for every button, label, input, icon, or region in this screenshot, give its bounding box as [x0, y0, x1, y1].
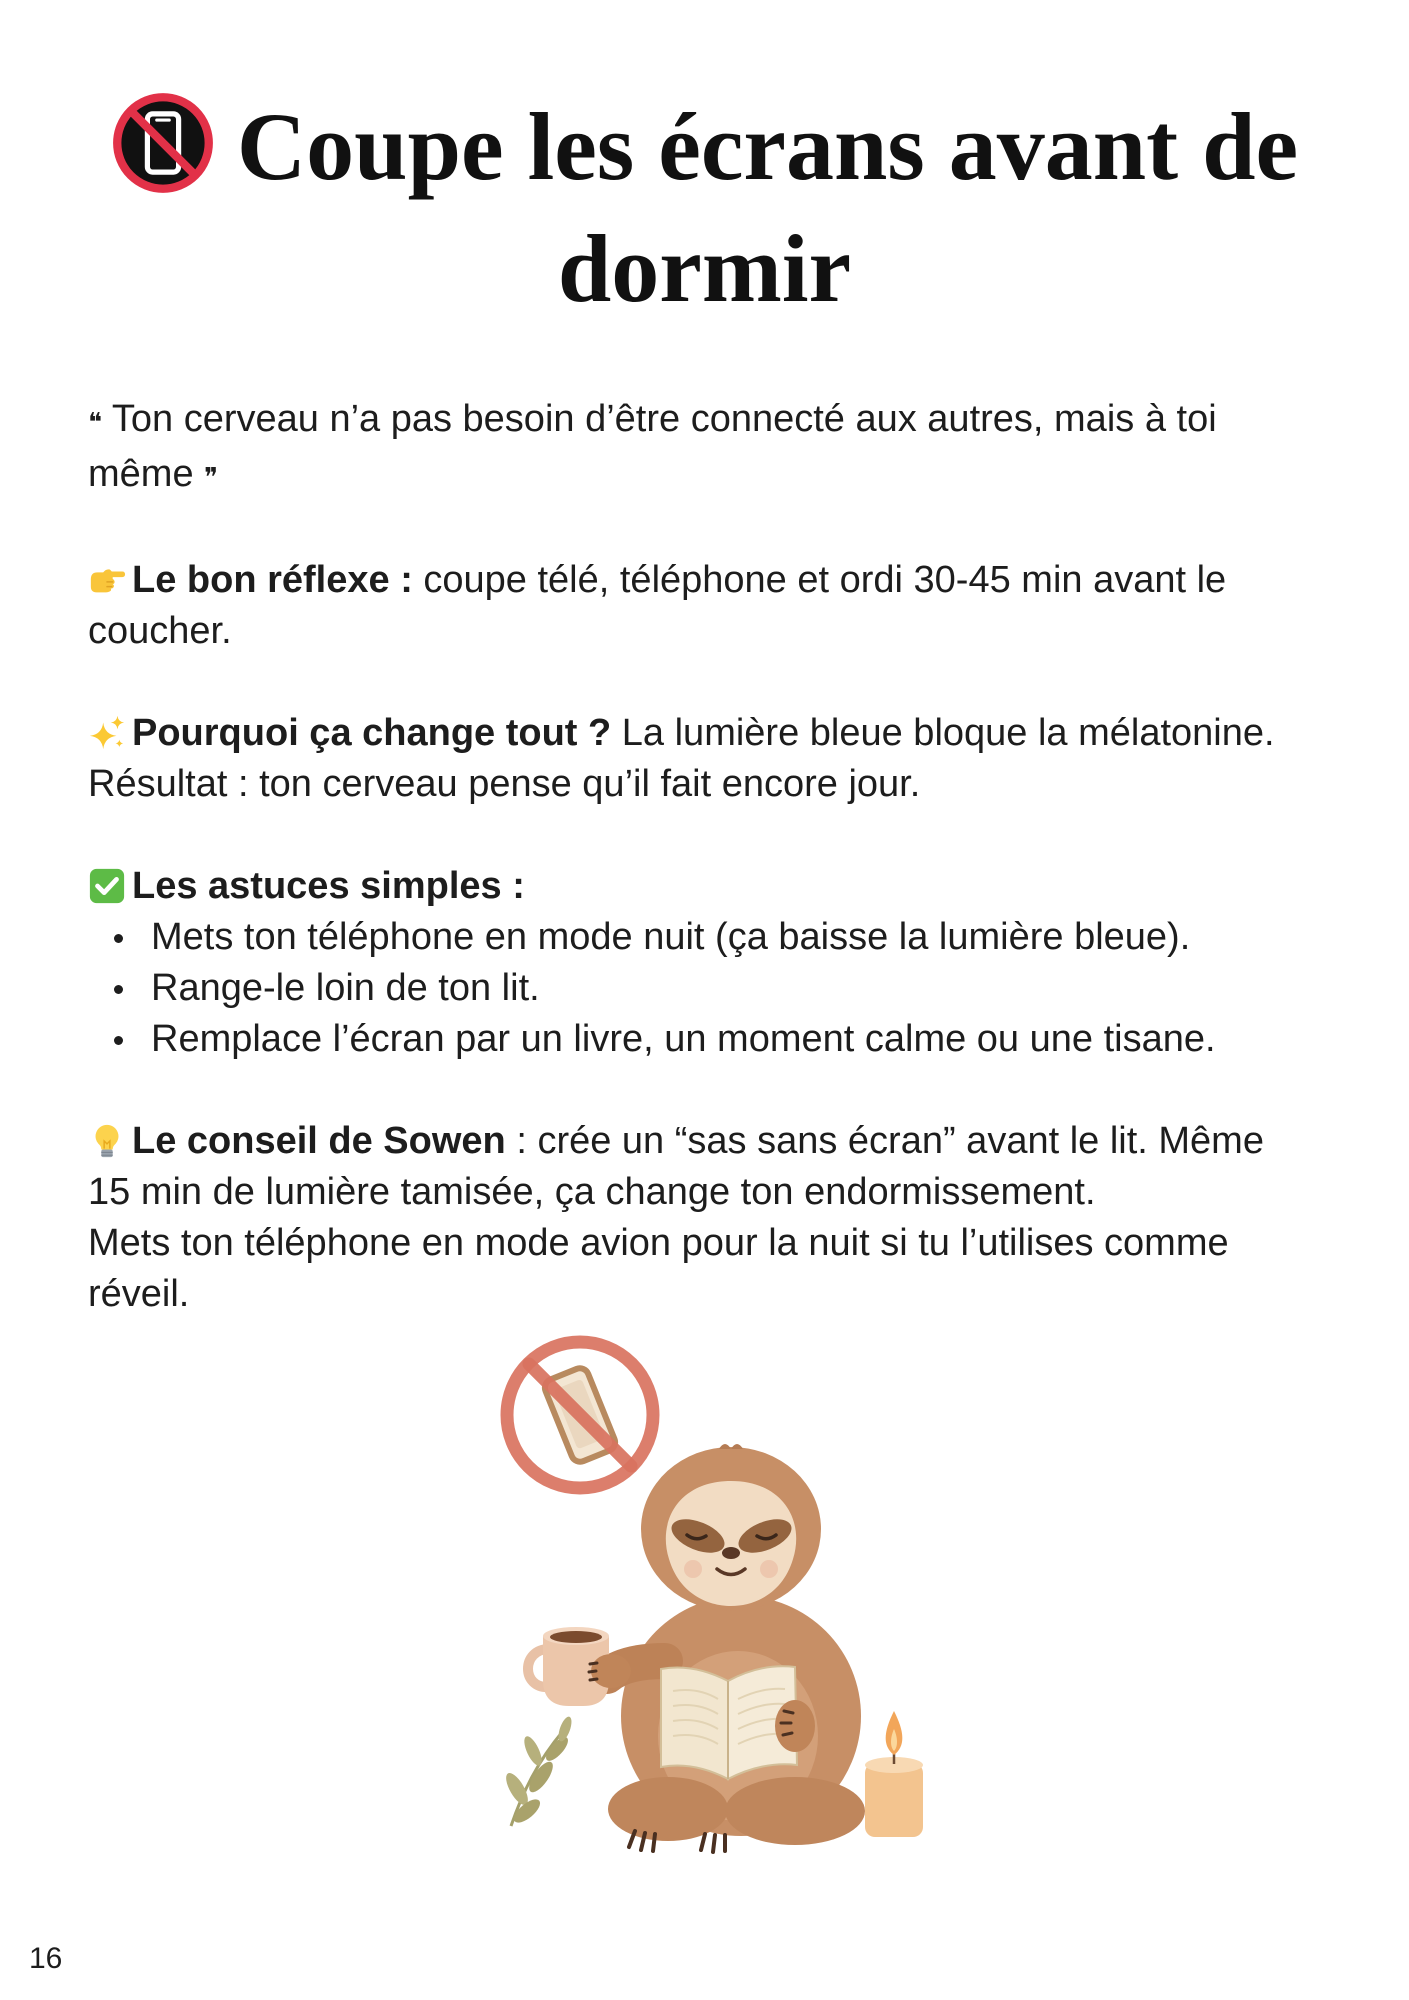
sloth: [607, 1444, 865, 1852]
article-body: [88, 394, 1288, 1371]
conseil-extra: Mets ton téléphone en mode avion pour la nuit si tu l’utilises comme réveil.: [88, 1222, 1229, 1315]
pourquoi-result: Résultat : ton cerveau pense qu’il fait encore jour.: [88, 763, 921, 805]
candle: [865, 1711, 923, 1837]
page-title-text: Coupe les écrans avant de dormir: [236, 93, 1299, 322]
conseil-label: Le conseil de Sowen: [132, 1120, 506, 1162]
check-mark-button-icon: [88, 867, 126, 905]
list-item: [88, 1014, 1288, 1065]
list-item: [88, 963, 1288, 1014]
open-quote-mark: ❝: [88, 408, 102, 438]
open-book: [661, 1666, 815, 1779]
bullet: [114, 1036, 123, 1045]
page-number: 16: [29, 1942, 63, 1975]
page-title: [60, 86, 1349, 330]
pourquoi-label: Pourquoi ça change tout ?: [132, 712, 612, 754]
reflexe-paragraph: [88, 555, 1288, 657]
pourquoi-paragraph: [88, 708, 1288, 810]
sparkles-icon: [88, 714, 126, 752]
quote-text: Ton cerveau n’a pas besoin d’être connecté aux autres, mais à toi même: [88, 398, 1217, 495]
list-item: [88, 912, 1288, 963]
conseil-paragraph: [88, 1116, 1288, 1320]
reflexe-text: coupe télé, téléphone et ordi 30-45 min avant le coucher.: [88, 559, 1227, 652]
sloth-reading-illustration: [493, 1331, 933, 1861]
list-item-text: Range-le loin de ton lit.: [151, 967, 540, 1009]
list-item-text: Mets ton téléphone en mode nuit (ça baisse la lumière bleue).: [151, 916, 1191, 958]
bullet: [114, 934, 123, 943]
no-phone-sign: [507, 1342, 653, 1488]
pourquoi-text: La lumière bleue bloque la mélatonine.: [611, 712, 1275, 754]
light-bulb-icon: [88, 1122, 126, 1160]
astuces-list: [88, 912, 1288, 1065]
conseil-text: : crée un “sas sans écran” avant le lit. Même 15 min de lumière tamisée, ça change ton endormissement.: [88, 1120, 1264, 1213]
list-item-text: Remplace l’écran par un livre, un moment calme ou une tisane.: [151, 1018, 1216, 1060]
reflexe-label: Le bon réflexe :: [132, 559, 413, 601]
astuces-heading: [88, 861, 1288, 912]
astuces-label: Les astuces simples :: [132, 865, 525, 907]
close-quote-mark: ❞: [204, 463, 219, 493]
plant: [502, 1715, 574, 1827]
quote-paragraph: [88, 394, 1288, 504]
bullet: [114, 985, 123, 994]
no-mobile-phones-icon: [111, 91, 215, 195]
coffee-cup: [528, 1627, 631, 1706]
pointing-right-hand-icon: [88, 561, 126, 599]
